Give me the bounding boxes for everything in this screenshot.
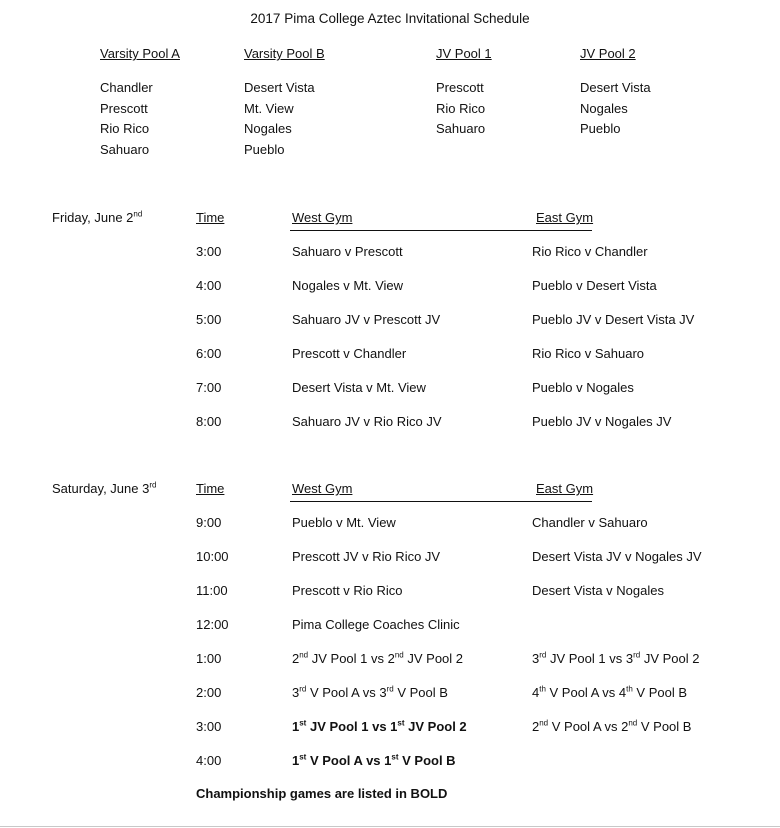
- west-gym-header: West Gym: [292, 481, 353, 496]
- text-segment: JV Pool 1 vs 1: [306, 719, 398, 734]
- pool-heading: JV Pool 2: [580, 46, 636, 61]
- east-gym-game: Rio Rico v Sahuaro: [532, 346, 644, 361]
- pool-heading: JV Pool 1: [436, 46, 492, 61]
- text-segment: 3: [532, 651, 540, 666]
- pool-team: Rio Rico: [100, 121, 150, 136]
- east-gym-header: East Gym: [536, 481, 594, 496]
- west-gym-game: Sahuaro v Prescott: [292, 244, 403, 259]
- game-time: 2:00: [196, 685, 222, 700]
- game-time: 4:00: [196, 278, 222, 293]
- game-time: 3:00: [196, 719, 222, 734]
- pool-team: Rio Rico: [436, 100, 486, 116]
- pool-team: Prescott: [100, 100, 148, 116]
- ordinal-suffix: rd: [386, 684, 394, 694]
- pool-team: Nogales: [244, 121, 292, 136]
- text-segment: V Pool B: [637, 719, 692, 734]
- ordinal-suffix: rd: [299, 684, 307, 694]
- east-gym-game: Chandler v Sahuaro: [532, 515, 648, 530]
- text-segment: 1: [292, 719, 300, 734]
- text-segment: 2: [532, 719, 540, 734]
- text-segment: 1: [292, 753, 300, 768]
- game-time: 3:00: [196, 244, 222, 259]
- text-segment: V Pool A vs 1: [306, 753, 392, 768]
- game-time: 11:00: [196, 583, 228, 598]
- text-segment: V Pool B: [632, 685, 687, 700]
- game-time: 8:00: [196, 414, 222, 429]
- text-segment: 2: [292, 651, 300, 666]
- time-column-header: Time: [196, 210, 225, 225]
- text-segment: V Pool A vs 4: [545, 685, 627, 700]
- text-segment: V Pool A vs 3: [306, 685, 387, 700]
- west-gym-game: [292, 753, 456, 768]
- east-gym-header: East Gym: [536, 210, 594, 225]
- pool-team: Pueblo: [244, 141, 285, 157]
- pool-team: Pueblo: [580, 121, 621, 136]
- footnote: Championship games are listed in BOLD: [196, 786, 448, 801]
- ordinal-suffix: th: [539, 684, 546, 694]
- pool-team: Sahuaro: [100, 141, 150, 157]
- day-label: [52, 481, 156, 496]
- day-label: [52, 210, 142, 225]
- game-time: 9:00: [196, 515, 222, 530]
- east-gym-game: Rio Rico v Chandler: [532, 244, 648, 259]
- west-gym-header: West Gym: [292, 210, 353, 225]
- text-segment: 4: [532, 685, 540, 700]
- west-gym-game: Sahuaro JV v Prescott JV: [292, 312, 441, 327]
- game-time: 12:00: [196, 617, 229, 632]
- ordinal-suffix: rd: [633, 650, 641, 660]
- ordinal-suffix: st: [391, 752, 399, 762]
- west-gym-game: Prescott v Rio Rico: [292, 583, 403, 598]
- day-label-text: Friday, June 2: [52, 210, 134, 225]
- game-time: 1:00: [196, 651, 222, 666]
- west-gym-game: Pima College Coaches Clinic: [292, 617, 460, 632]
- pool-team: Nogales: [580, 100, 628, 116]
- ordinal-suffix: nd: [299, 650, 309, 660]
- time-column-header: Time: [196, 481, 225, 496]
- pool-heading: Varsity Pool B: [244, 46, 325, 61]
- ordinal-suffix: th: [626, 684, 633, 694]
- game-time: 7:00: [196, 380, 222, 395]
- west-gym-game: [292, 719, 467, 734]
- ordinal-suffix: nd: [539, 718, 549, 728]
- header-underline: [290, 501, 592, 502]
- west-gym-game: Prescott v Chandler: [292, 346, 407, 361]
- text-segment: JV Pool 2: [640, 651, 700, 666]
- ordinal-suffix: nd: [628, 718, 638, 728]
- west-gym-game: [292, 651, 463, 666]
- east-gym-game: Pueblo v Nogales: [532, 380, 634, 395]
- ordinal-suffix: nd: [133, 209, 143, 219]
- game-time: 4:00: [196, 753, 222, 768]
- west-gym-game: Nogales v Mt. View: [292, 278, 404, 293]
- game-time: 10:00: [196, 549, 229, 564]
- east-gym-game: [532, 651, 699, 666]
- west-gym-game: [292, 685, 448, 700]
- east-gym-game: Pueblo JV v Nogales JV: [532, 414, 672, 429]
- ordinal-suffix: st: [299, 752, 307, 762]
- east-gym-game: Pueblo JV v Desert Vista JV: [532, 312, 695, 327]
- text-segment: V Pool A vs 2: [548, 719, 629, 734]
- west-gym-game: Desert Vista v Mt. View: [292, 380, 426, 395]
- ordinal-suffix: st: [299, 718, 307, 728]
- east-gym-game: Desert Vista JV v Nogales JV: [532, 549, 702, 564]
- game-time: 6:00: [196, 346, 222, 361]
- west-gym-game: Pueblo v Mt. View: [292, 515, 396, 530]
- pool-team: Chandler: [100, 80, 153, 95]
- page-bottom-border: [0, 826, 780, 827]
- text-segment: V Pool B: [393, 685, 448, 700]
- text-segment: JV Pool 2: [403, 651, 464, 666]
- pool-team: Desert Vista: [580, 80, 651, 95]
- east-gym-game: [532, 719, 691, 734]
- east-gym-game: Desert Vista v Nogales: [532, 583, 664, 598]
- pool-heading: Varsity Pool A: [100, 46, 180, 61]
- text-segment: JV Pool 2: [404, 719, 467, 734]
- east-gym-game: [532, 685, 687, 700]
- page-title: 2017 Pima College Aztec Invitational Schedule: [250, 11, 530, 26]
- pool-team: Prescott: [436, 80, 484, 95]
- day-label-text: Saturday, June 3: [52, 481, 150, 496]
- pool-team: Mt. View: [244, 100, 294, 116]
- pool-team: Sahuaro: [436, 121, 486, 136]
- game-time: 5:00: [196, 312, 222, 327]
- ordinal-suffix: rd: [539, 650, 547, 660]
- west-gym-game: Prescott JV v Rio Rico JV: [292, 549, 441, 564]
- east-gym-game: Pueblo v Desert Vista: [532, 278, 657, 293]
- header-underline: [290, 230, 592, 231]
- west-gym-game: Sahuaro JV v Rio Rico JV: [292, 414, 442, 429]
- pool-team: Desert Vista: [244, 80, 315, 95]
- text-segment: 3: [292, 685, 300, 700]
- ordinal-suffix: st: [397, 718, 405, 728]
- ordinal-suffix: rd: [149, 480, 157, 490]
- ordinal-suffix: nd: [394, 650, 404, 660]
- text-segment: V Pool B: [398, 753, 456, 768]
- text-segment: JV Pool 1 vs 3: [546, 651, 634, 666]
- text-segment: JV Pool 1 vs 2: [308, 651, 395, 666]
